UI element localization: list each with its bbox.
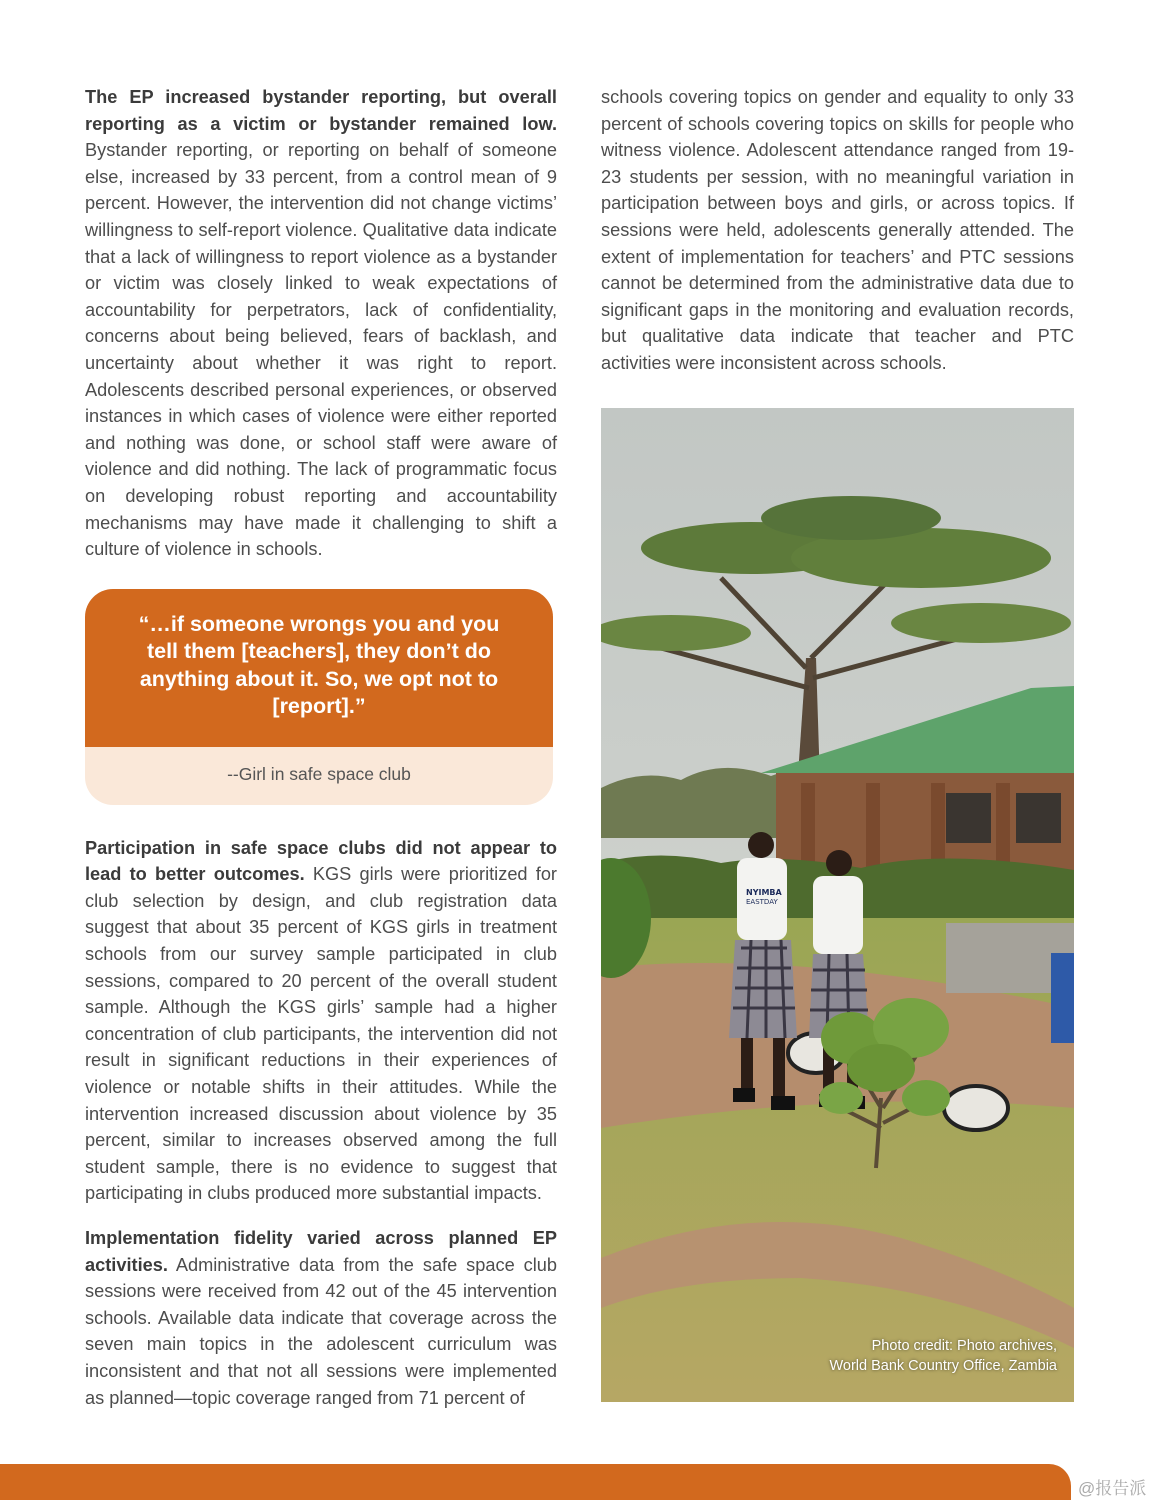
footer-bar: [0, 1464, 1071, 1500]
painted-tire: [944, 1086, 1008, 1130]
shrub-leaves: [819, 1082, 863, 1114]
paragraph-text: Administrative data from the safe space club sessions were received from 42 out of the 45 intervention schools. Available data indicate that coverage across the seven main topics in the adolescent curriculum was inconsistent and that not all sessions were implemented as planned—topic coverage ranged from 71 percent of: [85, 1254, 557, 1408]
photo-credit-line: Photo credit: Photo archives,: [871, 1338, 1057, 1354]
blue-sign: [1051, 953, 1074, 1043]
left-column: [85, 84, 557, 1429]
paragraph-bystander-reporting: [85, 84, 557, 563]
paragraph-safe-space-clubs: [85, 835, 557, 1207]
quote-attribution: --Girl in safe space club: [85, 747, 553, 805]
shrub-leaves: [902, 1080, 950, 1116]
window: [1016, 793, 1061, 843]
photo-illustration: [601, 408, 1074, 1402]
paragraph-text: KGS girls were prioritized for club selection by design, and club registration data suggest that about 35 percent of KGS girls in treatment schools from our survey sample participated in club sessions, compared to 20 percent of the overall student sample. Although the KGS girls’ sample had a higher concentration of club participants, the intervention did not result in significant reductions in their experiences of violence or notable shifts in their attitudes. While the intervention increased discussion about violence by 35 percent, similar to increases observed among the full student sample, there is no evidence to suggest that participating in clubs produced more substantial impacts.: [85, 864, 557, 1204]
paragraph-lead: The EP increased bystander reporting, but overall reporting as a victim or bystander remained low.: [85, 87, 557, 134]
pull-quote: [85, 589, 553, 805]
paragraph-continued: schools covering topics on gender and equality to only 33 percent of schools covering topics on skills for people who witness violence. Adolescent attendance ranged from 19-23 students per session, with no meaningful variation in participation between boys and girls, or across topics. If sessions were held, adolescents generally attended. The extent of implementation for teachers’ and PTC sessions cannot be determined from the administrative data due to significant gaps in the monitoring and evaluation records, but qualitative data indicate that teacher and PTC activities were inconsistent across schools.: [601, 87, 1074, 373]
paragraph-lead: Participation in safe space clubs did not appear to lead to better outcomes.: [85, 837, 557, 885]
photo-credit-line: World Bank Country Office, Zambia: [829, 1357, 1057, 1374]
paragraph-lead: Implementation fidelity varied across planned EP activities.: [85, 1228, 557, 1275]
shirt-text: NYIMBA: [746, 888, 782, 897]
shirt-text: EASTDAY: [746, 898, 778, 906]
school-photo: [601, 408, 1074, 1402]
right-column: [601, 84, 1074, 395]
tree-canopy: [891, 603, 1071, 643]
shrub-leaves: [847, 1044, 915, 1092]
quote-text: “…if someone wrongs you and you tell them [teachers], they don’t do anything about it. So, we opt not to [report].”: [85, 589, 553, 747]
window: [946, 793, 991, 843]
watermark: @报告派: [1078, 1479, 1147, 1498]
paragraph-text: Bystander reporting, or reporting on behalf of someone else, increased by 33 percent, from a control mean of 9 percent. However, the intervention did not change victims’ willingness to self-report violence. Qualitative data indicate that a lack of willingness to report violence as a bystander or victim was closely linked to weak expectations of accountability for perpetrators, lack of confidentiality, concerns about being believed, fears of backlash, and uncertainty about whether it was right to report. Adolescents described personal experiences, or observed instances in which cases of violence were either reported and nothing was done, or school staff were aware of violence and did nothing. The lack of programmatic focus on developing robust reporting and accountability mechanisms may have made it challenging to shift a culture of violence in schools.: [85, 140, 557, 560]
paragraph-implementation-fidelity: [85, 1225, 557, 1411]
photo-credit: [829, 1337, 1057, 1376]
tree-canopy: [761, 496, 941, 540]
